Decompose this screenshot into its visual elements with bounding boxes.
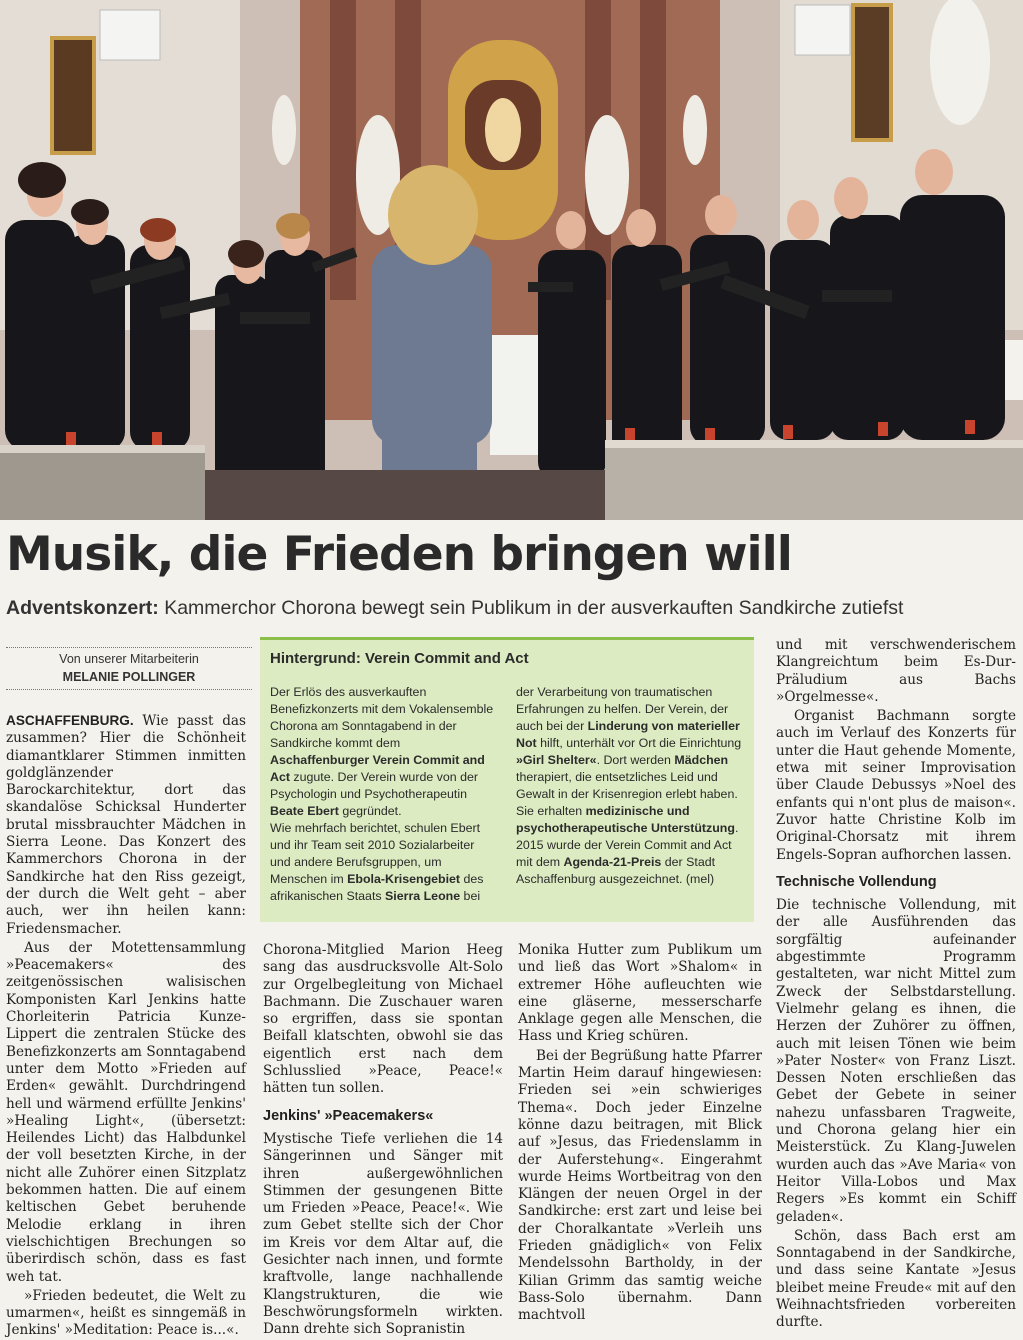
info-text: . Dort werden <box>596 753 675 767</box>
background-info-box <box>260 637 754 922</box>
info-highlight: Linderung von materieller Not <box>516 719 740 750</box>
article-subheadline <box>6 597 1016 620</box>
byline-intro: Von unserer Mitarbeiterin <box>59 652 199 666</box>
paragraph: Chorona-Mitglied Marion Heeg sang das ausdrucksvolle Alt-Solo zur Orgelbegleitung von Michael Bachmann. Die Zuschauer waren so ergriffen, dass sie spontan Beifall klatschten, obwohl sie das eigentlich erst nach dem Schlusslied »Peace, Peace!« hätten tun sollen. <box>263 942 503 1097</box>
wall-speaker-right <box>795 5 850 55</box>
wall-speaker-left <box>100 10 160 60</box>
article-photo <box>0 0 1023 520</box>
info-highlight: Agenda-21-Preis <box>563 855 662 869</box>
article-headline: Musik, die Frieden bringen will <box>6 527 792 582</box>
info-highlight: Ebola-Krisengebiet <box>347 872 461 886</box>
byline <box>6 647 252 690</box>
subhead-technische-vollendung: Technische Vollendung <box>776 873 937 890</box>
kicker: Adventskonzert: <box>6 597 159 619</box>
info-text: bei <box>460 889 481 903</box>
info-text: des afrikanischen Staats <box>270 872 484 903</box>
dateline: ASCHAFFENBURG. <box>6 713 134 728</box>
paragraph: Aus der Motettensammlung »Peacemakers« des zeitgenössischen walisischen Komponisten Karl Jenkins hatte Chorleiterin Patricia Kunze-Lippert die zentralen Stücke des Benefizkonzerts am Sonntagabend unter dem Motto »Frieden auf Erden« gewählt. Durchdringend hell und wärmend erfüllte Jenkins' »Healing Light«, (übersetzt: Heilendes Licht) das Halbdunkel der voll besetzten Kirche, in der nicht alle Zuhörer einen Sitzplatz bekommen hatten. Die auf einem keltischen Gebet beruhende Melodie erklang in ihren vielschichtigen Brechungen so überirdisch schön, dass es fast weh tat. <box>6 939 246 1285</box>
info-highlight: medizinische und psychotherapeutische Unterstützung <box>516 804 735 835</box>
madonna-statue <box>485 98 521 162</box>
paragraph: Bei der Begrüßung hatte Pfarrer Martin Heim darauf hingewiesen: Frieden sei »ein schwieriges Thema«. Doch jeder Einzelne könne dazu beitragen, mit Blick auf »Jesus, das Friedenslamm in der Auferstehung«. Eingerahmt wurde Heims Wortbeitrag von den Klängen der neuen Orgel in der Sandkirche: erst zart und leise bei der Choralkantate »Verleih uns Frieden gnädiglich« von Felix Mendelssohn Bartholdy, in der Kilian Grimm das samtig weiche Bass-Solo übernahm. Dann machtvoll <box>518 1047 762 1324</box>
article-column-3 <box>518 942 762 1325</box>
paragraph: und mit verschwenderischem Klangreichtum beim Es-Dur-Präludium aus Bachs »Orgelmesse«. <box>776 637 1016 705</box>
choir-in-church-photo <box>0 0 1023 520</box>
small-statue <box>272 95 296 165</box>
church-floor <box>205 470 605 520</box>
paragraph: Schön, dass Bach erst am Sonntagabend in der Sandkirche, und dass seine Kantate »Jesus bleibet meine Freude« mit auf den Weihnachtsfrieden vorbereiten durfte. <box>776 1227 1016 1331</box>
info-text: . 2015 wurde der Verein Commit and Act mit dem <box>516 821 739 869</box>
subheadline-text: Kammerchor Chorona bewegt sein Publikum in der ausverkauften Sandkirche zutiefst <box>164 597 904 619</box>
info-text: Der Erlös des ausverkauften Benefizkonzerts mit dem Vokalensemble Chorona am Sonntagabend in der Sandkirche kommt dem <box>270 685 494 750</box>
article-column-4 <box>776 637 1016 1332</box>
saint-statue <box>585 115 629 235</box>
info-highlight: Beate Ebert <box>270 804 339 818</box>
subhead-peacemakers: Jenkins' »Peacemakers« <box>263 1107 434 1124</box>
paragraph: Organist Bachmann sorgte auch im Verlauf des Konzerts für unter die Haut gehende Momente, etwa mit seiner Improvisation über Claude Debussys »Noel des enfants qui n'ont plus de maison«. Zuvor hatte Christine Kolb im Original-Chorsatz mit ihrem Engels-Sopran aufhorchen lassen. <box>776 708 1016 863</box>
conductor <box>372 165 492 520</box>
info-text: gegründet. <box>338 804 402 818</box>
info-highlight: Aschaffenburger Verein Commit and Act <box>270 753 485 784</box>
info-box-column-1 <box>270 684 498 905</box>
statue-right <box>930 0 990 125</box>
info-highlight: »Girl Shelter« <box>516 753 597 767</box>
painting-left <box>52 38 94 153</box>
paragraph: Mystische Tiefe verliehen die 14 Sängerinnen und Sänger mit ihren außergewöhnlichen Stimmen der gesungenen Bitte um Frieden »Peace, Peace!«. Wie zum Gebet stellte sich der Chor im Kreis vor dem Altar auf, die Gesichter nach innen, und formte kraftvolle, lange nachhallende Klangstrukturen, die wie Beschwörungsformeln wirkten. Dann drehte sich Sopranistin <box>263 1130 503 1338</box>
small-statue <box>683 95 707 165</box>
paragraph: Die technische Vollendung, mit der alle Ausführenden das sorgfältig aufeinander abgestimmte Programm gestalteten, war nicht Mittel zum Zweck der Selbstdarstellung. Vielmehr gelang es ihnen, die Herzen der Zuhörer zu öffnen, auch mit leisen Tönen wie beim »Pater Noster« von Franz Liszt. Dessen Noten erschließen das Gebet der Gebete in seiner nahezu unfassbaren Tragweite, und Chorona gelang hier ein Meisterstück. Zu Klang-Juwelen wurden auch das »Ave Maria« von Heitor Villa-Lobos und Max Regers »Es kommt ein Schiff geladen«. <box>776 897 1016 1225</box>
byline-author: MELANIE POLLINGER <box>62 670 196 684</box>
info-text: der Verarbeitung von traumatischen Erfahrungen zu helfen. Der Verein, der auch bei der <box>516 685 729 733</box>
info-text: Wie mehrfach berichtet, schulen Ebert und ihr Team seit 2010 Sozialarbeiter und andere Berufsgruppen, um Menschen im <box>270 821 481 886</box>
paragraph-text: Wie passt das zusammen? Hier die Schönheit diamantklarer Stimmen inmitten goldglänzender Barockarchitektur, dort das skandalöse Schicksal Hunderter brutal missbrauchter Mädchen in Sierra Leone. Das Konzert des Kammerchors Chorona in der Sandkirche hat den Riss gezeigt, der durch die Welt geht – aber auch, wer ihn heilen kann: Friedensmacher. <box>6 713 246 937</box>
paragraph: Monika Hutter zum Publikum um und ließ das Wort »Shalom« in extremer Höhe aufleuchten wie eine gläserne, messerscharfe Anklage gegen alle Menschen, die Hass und Krieg schüren. <box>518 942 762 1045</box>
info-highlight: Sierra Leone <box>385 889 461 903</box>
info-text: hilft, unterhält vor Ort die Einrichtung <box>536 736 742 750</box>
info-box-title: Hintergrund: Verein Commit and Act <box>270 650 529 667</box>
info-text: therapiert, die entsetzliches Leid und Gewalt in der Krisenregion erlebt haben. Sie erhalten <box>516 770 738 818</box>
info-text: der Stadt Aschaffenburg ausgezeichnet. (mel) <box>516 855 716 886</box>
info-text: zugute. Der Verein wurde von der Psychologin und Psychotherapeutin <box>270 770 478 801</box>
paragraph: »Frieden bedeutet, die Welt zu umarmen«, heißt es sinngemäß in Jenkins' »Meditation: Peace is...«. <box>6 1287 246 1339</box>
article-column-1 <box>6 712 246 1340</box>
painting-right <box>853 5 891 140</box>
paragraph <box>6 712 246 938</box>
info-box-column-2 <box>516 684 744 888</box>
article-column-2 <box>263 942 503 1339</box>
info-highlight: Mädchen <box>674 753 729 767</box>
